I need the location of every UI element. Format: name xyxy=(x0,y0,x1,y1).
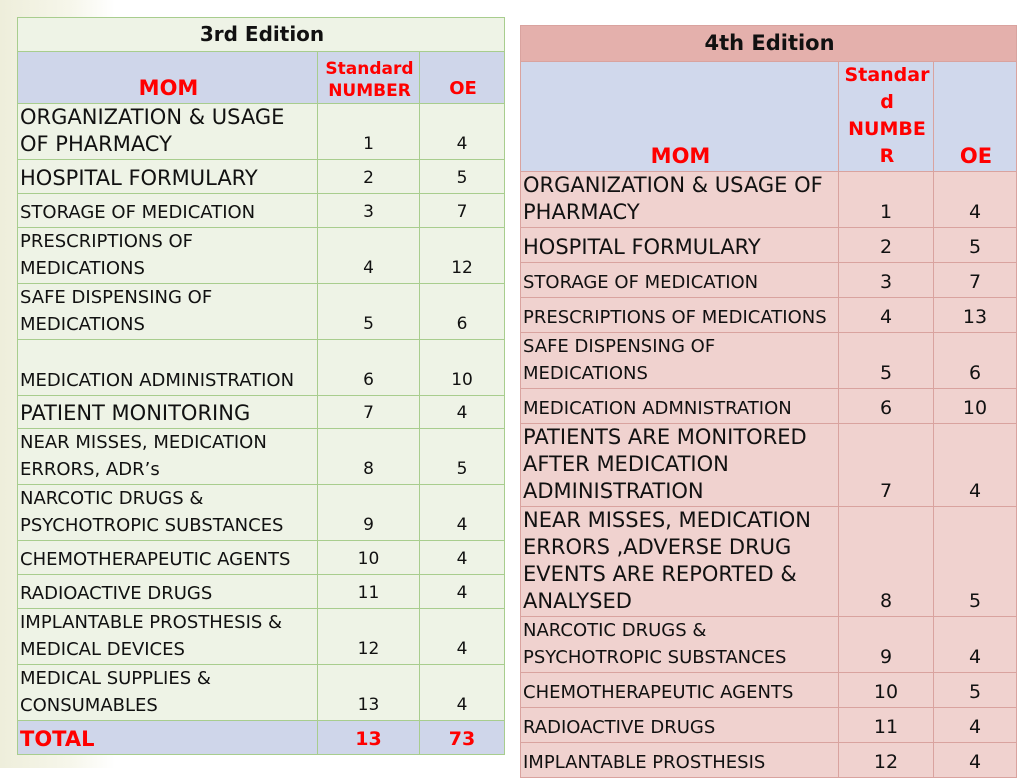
row-oe: 5 xyxy=(934,228,1017,263)
row-name: IMPLANTABLE PROSTHESIS xyxy=(521,743,839,778)
row-name: NEAR MISSES, MEDICATION ERRORS ,ADVERSE DRUG EVENTS ARE REPORTED & ANALYSED xyxy=(521,507,839,617)
fourth-edition-table xyxy=(520,25,1017,778)
oe-header: OE xyxy=(420,52,505,104)
table-row xyxy=(521,333,1017,389)
mom-header: MOM xyxy=(521,62,839,172)
row-standard: 9 xyxy=(839,617,934,673)
row-name: PATIENTS ARE MONITORED AFTER MEDICATION ADMINISTRATION xyxy=(521,424,839,507)
row-standard: 10 xyxy=(318,541,420,575)
row-oe: 5 xyxy=(420,429,505,485)
table-row xyxy=(18,485,505,541)
row-oe: 4 xyxy=(934,743,1017,778)
table-row xyxy=(521,424,1017,507)
row-oe: 4 xyxy=(934,172,1017,228)
table-row xyxy=(521,298,1017,333)
standard-number-header: Standar d NUMBE R xyxy=(839,62,934,172)
row-standard: 2 xyxy=(318,160,420,194)
row-name: HOSPITAL FORMULARY xyxy=(521,228,839,263)
row-standard: 4 xyxy=(839,298,934,333)
table-row xyxy=(521,172,1017,228)
row-standard: 11 xyxy=(318,575,420,609)
table-row xyxy=(521,389,1017,424)
row-name: MEDICATION ADMINISTRATION xyxy=(18,340,318,396)
row-oe: 4 xyxy=(934,617,1017,673)
row-standard: 8 xyxy=(839,507,934,617)
row-name: PATIENT MONITORING xyxy=(18,396,318,429)
total-label: TOTAL xyxy=(18,721,318,755)
row-standard: 3 xyxy=(318,194,420,228)
row-oe: 5 xyxy=(420,160,505,194)
total-row xyxy=(18,721,505,755)
table-row xyxy=(18,396,505,429)
row-standard: 13 xyxy=(318,665,420,721)
table-row xyxy=(18,228,505,284)
table-row xyxy=(521,708,1017,743)
table-row xyxy=(18,194,505,228)
row-oe: 4 xyxy=(934,424,1017,507)
table-title: 4th Edition xyxy=(521,26,1017,62)
row-name: PRESCRIPTIONS OF MEDICATIONS xyxy=(521,298,839,333)
row-oe: 10 xyxy=(420,340,505,396)
table-title: 3rd Edition xyxy=(18,18,505,52)
table-row xyxy=(521,228,1017,263)
row-oe: 6 xyxy=(420,284,505,340)
row-name: IMPLANTABLE PROSTHESIS & MEDICAL DEVICES xyxy=(18,609,318,665)
table-row xyxy=(18,609,505,665)
table-row xyxy=(18,340,505,396)
row-standard: 9 xyxy=(318,485,420,541)
row-oe: 4 xyxy=(420,104,505,160)
table-row xyxy=(18,665,505,721)
row-standard: 12 xyxy=(839,743,934,778)
row-oe: 12 xyxy=(420,228,505,284)
row-name: STORAGE OF MEDICATION xyxy=(18,194,318,228)
row-oe: 13 xyxy=(934,298,1017,333)
row-name: ORGANIZATION & USAGE OF PHARMACY xyxy=(18,104,318,160)
row-name: CHEMOTHERAPEUTIC AGENTS xyxy=(521,673,839,708)
row-standard: 1 xyxy=(318,104,420,160)
mom-header: MOM xyxy=(18,52,318,104)
table-row xyxy=(521,507,1017,617)
row-standard: 10 xyxy=(839,673,934,708)
total-oe: 73 xyxy=(420,721,505,755)
row-name: HOSPITAL FORMULARY xyxy=(18,160,318,194)
row-standard: 4 xyxy=(318,228,420,284)
row-name: RADIOACTIVE DRUGS xyxy=(521,708,839,743)
row-standard: 5 xyxy=(839,333,934,389)
row-standard: 6 xyxy=(839,389,934,424)
row-name: SAFE DISPENSING OF MEDICATIONS xyxy=(18,284,318,340)
row-oe: 4 xyxy=(420,396,505,429)
total-standard: 13 xyxy=(318,721,420,755)
row-name: PRESCRIPTIONS OF MEDICATIONS xyxy=(18,228,318,284)
table-row xyxy=(521,673,1017,708)
table-row xyxy=(521,617,1017,673)
row-oe: 5 xyxy=(934,673,1017,708)
table-row xyxy=(521,743,1017,778)
row-standard: 2 xyxy=(839,228,934,263)
table-row xyxy=(18,104,505,160)
row-name: NEAR MISSES, MEDICATION ERRORS, ADR’s xyxy=(18,429,318,485)
row-name: ORGANIZATION & USAGE OF PHARMACY xyxy=(521,172,839,228)
row-standard: 12 xyxy=(318,609,420,665)
row-standard: 8 xyxy=(318,429,420,485)
table-row xyxy=(18,160,505,194)
row-oe: 4 xyxy=(934,708,1017,743)
row-name: NARCOTIC DRUGS & PSYCHOTROPIC SUBSTANCES xyxy=(18,485,318,541)
row-standard: 6 xyxy=(318,340,420,396)
row-name: SAFE DISPENSING OF MEDICATIONS xyxy=(521,333,839,389)
table-row xyxy=(18,541,505,575)
standard-number-header: Standard NUMBER xyxy=(318,52,420,104)
oe-header: OE xyxy=(934,62,1017,172)
row-name: RADIOACTIVE DRUGS xyxy=(18,575,318,609)
third-edition-table xyxy=(17,17,505,755)
row-standard: 1 xyxy=(839,172,934,228)
row-oe: 4 xyxy=(420,575,505,609)
row-standard: 5 xyxy=(318,284,420,340)
row-name: MEDICATION ADMNISTRATION xyxy=(521,389,839,424)
row-oe: 4 xyxy=(420,609,505,665)
row-standard: 11 xyxy=(839,708,934,743)
table-row xyxy=(18,429,505,485)
row-oe: 7 xyxy=(934,263,1017,298)
row-standard: 7 xyxy=(318,396,420,429)
row-name: STORAGE OF MEDICATION xyxy=(521,263,839,298)
row-oe: 6 xyxy=(934,333,1017,389)
row-oe: 4 xyxy=(420,541,505,575)
table-row xyxy=(521,263,1017,298)
table-row xyxy=(18,284,505,340)
row-oe: 7 xyxy=(420,194,505,228)
row-standard: 7 xyxy=(839,424,934,507)
row-standard: 3 xyxy=(839,263,934,298)
row-oe: 10 xyxy=(934,389,1017,424)
row-oe: 4 xyxy=(420,485,505,541)
row-name: NARCOTIC DRUGS & PSYCHOTROPIC SUBSTANCES xyxy=(521,617,839,673)
row-name: MEDICAL SUPPLIES & CONSUMABLES xyxy=(18,665,318,721)
row-oe: 4 xyxy=(420,665,505,721)
row-name: CHEMOTHERAPEUTIC AGENTS xyxy=(18,541,318,575)
row-oe: 5 xyxy=(934,507,1017,617)
table-row xyxy=(18,575,505,609)
